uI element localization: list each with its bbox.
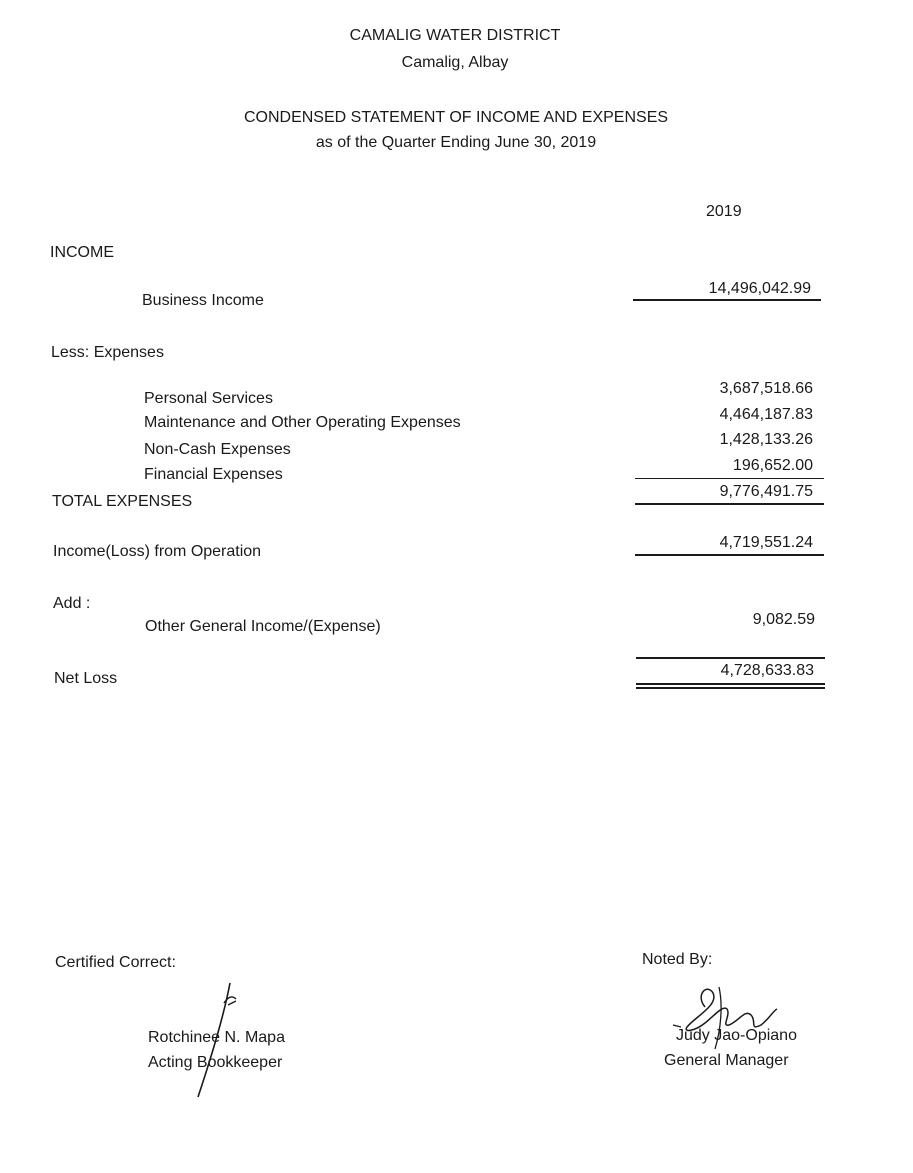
other-income-label: Other General Income/(Expense) (145, 618, 381, 635)
expense-label: Financial Expenses (144, 466, 283, 483)
expense-label: Maintenance and Other Operating Expenses (144, 414, 461, 431)
total-expenses-label: TOTAL EXPENSES (52, 493, 193, 510)
expense-amount: 196,652.00 (732, 457, 813, 474)
rule-expenses-subtotal (635, 478, 824, 479)
statement-period: as of the Quarter Ending June 30, 2019 (315, 134, 597, 151)
business-income-label: Business Income (142, 292, 264, 309)
expense-amount: 3,687,518.66 (719, 380, 813, 397)
statement-title: CONDENSED STATEMENT OF INCOME AND EXPENSES (243, 109, 669, 126)
operation-amount: 4,719,551.24 (719, 534, 813, 551)
rule-total-expenses (635, 503, 824, 505)
rule-net-double-2 (636, 687, 825, 689)
bookkeeper-signature (190, 975, 250, 1105)
certified-label: Certified Correct: (55, 954, 176, 971)
expense-label: Non-Cash Expenses (144, 441, 291, 458)
net-label: Net Loss (54, 670, 118, 687)
expense-amount: 4,464,187.83 (719, 406, 813, 423)
noted-label: Noted By: (642, 951, 713, 968)
manager-title: General Manager (664, 1052, 789, 1069)
total-expenses-amount: 9,776,491.75 (719, 483, 813, 500)
expense-label: Personal Services (144, 390, 273, 407)
income-heading: INCOME (50, 244, 114, 261)
other-income-amount: 9,082.59 (752, 611, 815, 628)
manager-signature (665, 975, 795, 1055)
bookkeeper-name: Rotchinee N. Mapa (148, 1029, 285, 1046)
business-income-amount: 14,496,042.99 (708, 280, 811, 297)
rule-net-top (636, 657, 825, 659)
operation-label: Income(Loss) from Operation (53, 543, 262, 560)
net-amount: 4,728,633.83 (720, 662, 814, 679)
manager-name: Judy Jao-Opiano (676, 1027, 797, 1044)
bookkeeper-title: Acting Bookkeeper (148, 1054, 283, 1071)
org-location: Camalig, Albay (401, 54, 509, 71)
column-year: 2019 (706, 203, 742, 220)
add-heading: Add : (53, 595, 91, 612)
rule-business-income (633, 299, 821, 301)
expense-amount: 1,428,133.26 (719, 431, 813, 448)
rule-net-double-1 (636, 683, 825, 685)
org-name: CAMALIG WATER DISTRICT (349, 27, 561, 44)
expenses-heading: Less: Expenses (51, 344, 164, 361)
rule-operation (635, 554, 824, 556)
